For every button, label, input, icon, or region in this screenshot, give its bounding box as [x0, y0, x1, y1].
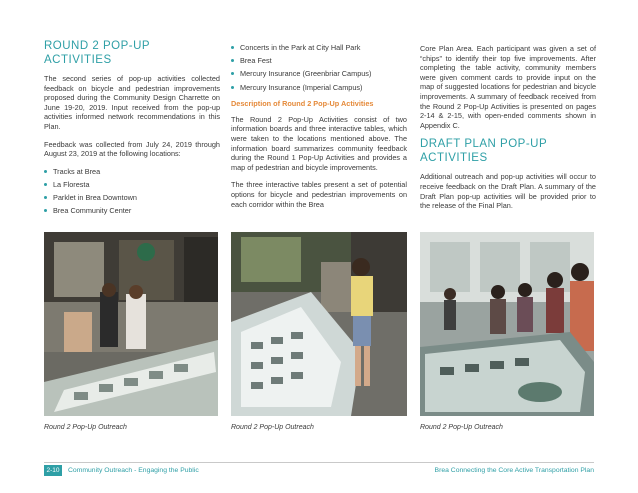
outreach-photo-3 — [420, 232, 594, 416]
locations-list-2 — [231, 43, 407, 92]
list-item: Parklet in Brea Downtown — [44, 193, 220, 203]
continued-paragraph: Core Plan Area. Each participant was given a set of “chips” to identify their top five improvements. After completing the table activity, community members were given comment cards to provide input on the map of suggested locations for pedestrian and bicycle improvements. A summary of feedback received from the Round 2 Pop-Up Activities is presented on pages 2-14 & 2-15, with open-ended comments shown in Appendix C. — [420, 44, 596, 130]
footer-chapter-title: Community Outreach - Engaging the Public — [68, 467, 199, 474]
locations-list-1 — [44, 167, 220, 216]
list-item: Tracks at Brea — [44, 167, 220, 177]
column-2 — [231, 43, 407, 217]
photo-caption-1: Round 2 Pop-Up Outreach — [44, 424, 127, 431]
page-number: 2-10 — [44, 465, 62, 476]
footer-divider — [44, 462, 594, 463]
intro-paragraph: The second series of pop-up activities collected feedback on bicycle and pedestrian improvements proposed during the Community Design Charrette on June 19-20, 2019. Input received from the pop-up activities informed network recommendations in this Plan. — [44, 74, 220, 131]
description-subheading: Description of Round 2 Pop-Up Activities — [231, 99, 374, 109]
column-3 — [420, 44, 596, 219]
draft-plan-paragraph: Additional outreach and pop-up activities will occur to receive feedback on the Draft Plan. A summary of the Draft Plan pop-up activities will be provided prior to the release of the Final Plan. — [420, 172, 596, 211]
list-item: Mercury Insurance (Greenbriar Campus) — [231, 69, 407, 79]
photo-caption-3: Round 2 Pop-Up Outreach — [420, 424, 503, 431]
column-1 — [44, 40, 220, 220]
list-item: Mercury Insurance (Imperial Campus) — [231, 83, 407, 93]
description-paragraph-1: The Round 2 Pop-Up Activities consist of two information boards and three interactive tables, which were taken to the locations mentioned above. The information board summarizes community feedback during the Round 1 Pop-Up Activities and provides a map of pedestrian and bicycle improvements. — [231, 114, 407, 172]
feedback-dates-paragraph: Feedback was collected from July 24, 2019 through August 23, 2019 at the following locations: — [44, 139, 220, 159]
list-item: Brea Community Center — [44, 206, 220, 216]
draft-plan-heading: DRAFT PLAN POP-UP ACTIVITIES — [420, 138, 547, 164]
list-item: Brea Fest — [231, 56, 407, 66]
list-item: Concerts in the Park at City Hall Park — [231, 43, 407, 53]
outreach-photo-1 — [44, 232, 218, 416]
outreach-photo-2 — [231, 232, 407, 416]
footer-document-title: Brea Connecting the Core Active Transportation Plan — [434, 467, 594, 474]
round-2-heading: ROUND 2 POP-UP ACTIVITIES — [44, 40, 150, 66]
description-paragraph-2: The three interactive tables present a set of potential options for bicycle and pedestrian improvements on each corridor within the Brea — [231, 180, 407, 209]
list-item: La Floresta — [44, 180, 220, 190]
photo-caption-2: Round 2 Pop-Up Outreach — [231, 424, 314, 431]
